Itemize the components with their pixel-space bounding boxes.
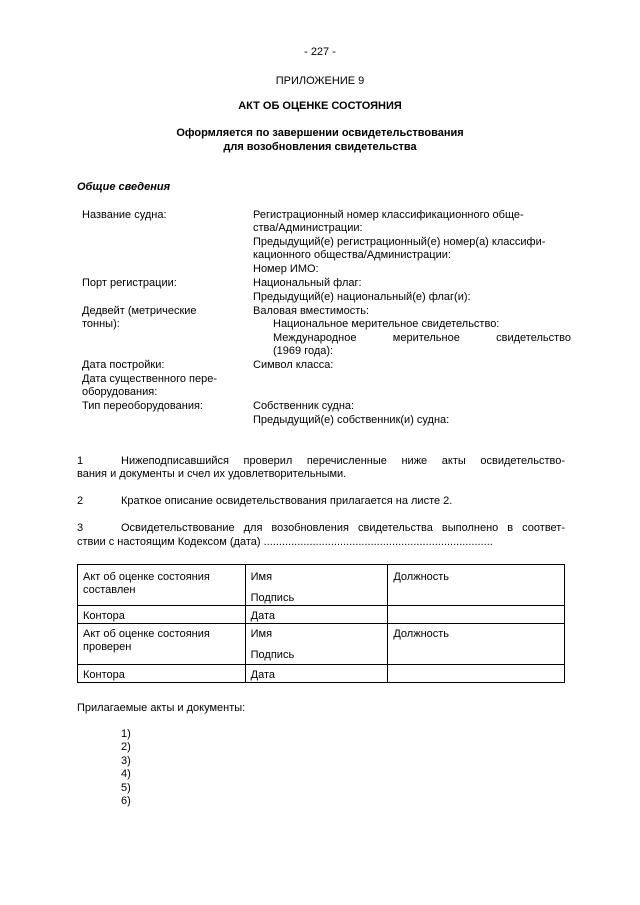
office-label: Контора — [83, 610, 125, 622]
conversion-type-label: Тип переоборудования: — [82, 400, 203, 412]
conversion-date-label-1: Дата существенного пере- — [82, 373, 218, 385]
intl-tonnage-word-1: Международное — [273, 332, 357, 344]
appendix-label: ПРИЛОЖЕНИЕ 9 — [275, 75, 365, 87]
office-cell — [78, 606, 246, 624]
item-1-line-2: вания и документы и счел их удовлетворительными. — [77, 468, 347, 480]
build-date-label: Дата постройки: — [82, 359, 165, 371]
national-tonnage-label: Национальное мерительное свидетельство: — [273, 318, 500, 330]
owner-label: Собственник судна: — [253, 400, 355, 412]
date-cell — [245, 665, 388, 683]
signature-table — [77, 564, 565, 683]
item-1-number: 1 — [77, 455, 84, 467]
list-item: 5) — [121, 781, 131, 794]
ship-name-label: Название судна: — [82, 209, 167, 221]
gross-tonnage-label: Валовая вместимость: — [253, 305, 370, 317]
name-signature-cell — [245, 624, 388, 665]
reg-number-label-2: ства/Администрации: — [253, 222, 363, 234]
port-label: Порт регистрации: — [82, 277, 177, 289]
compiled-cell — [78, 565, 246, 606]
list-item: 3) — [121, 754, 131, 767]
date-label: Дата — [250, 669, 275, 681]
subtitle-line-2: для возобновления свидетельства — [223, 141, 417, 153]
deadweight-label-2: тонны): — [82, 318, 120, 330]
imo-label: Номер ИМО: — [253, 263, 319, 275]
name-label: Имя — [250, 628, 273, 640]
empty-cell — [388, 606, 565, 624]
subtitle-line-1: Оформляется по завершении освидетельствования — [176, 127, 464, 139]
attachments-heading: Прилагаемые акты и документы: — [77, 702, 246, 714]
position-label: Должность — [393, 571, 450, 583]
position-cell — [388, 565, 565, 606]
prev-owner-label: Предыдущий(е) собственник(и) судна: — [253, 414, 450, 426]
office-cell — [78, 665, 246, 683]
compiled-label-2: составлен — [83, 584, 136, 596]
name-label: Имя — [250, 571, 273, 583]
item-3-text: Освидетельствование для возобновления свидетельства выполнено в соответ- — [121, 522, 565, 534]
empty-cell — [388, 665, 565, 683]
intl-tonnage-line — [273, 332, 571, 344]
position-label: Должность — [393, 628, 450, 640]
attachments-list — [121, 728, 131, 808]
prev-reg-label-1: Предыдущий(е) регистрационный(е) номер(а) классифи- — [253, 236, 546, 248]
deadweight-label-1: Дедвейт (метрические — [82, 305, 197, 317]
item-1-text: Нижеподписавшийся проверил перечисленные ниже акты освидетельство- — [121, 455, 565, 467]
list-item: 2) — [121, 741, 131, 754]
conversion-date-label-2: оборудования: — [82, 386, 158, 398]
table-row — [78, 565, 565, 606]
date-label: Дата — [250, 610, 275, 622]
intl-tonnage-year: (1969 года): — [273, 345, 334, 357]
section-heading: Общие сведения — [77, 181, 171, 193]
page-number: - 227 - — [304, 46, 336, 58]
list-item: 1) — [121, 728, 131, 740]
intl-tonnage-word-2: мерительное — [392, 332, 460, 344]
table-row — [78, 606, 565, 624]
item-3-line-1-wrap — [121, 522, 565, 534]
compiled-label-1: Акт об оценке состояния — [83, 571, 210, 583]
table-row — [78, 624, 565, 665]
prev-flag-label: Предыдущий(е) национальный(е) флаг(и): — [253, 291, 471, 303]
list-item: 4) — [121, 768, 131, 781]
reg-number-label-1: Регистрационный номер классификационного обще- — [253, 209, 524, 221]
prev-reg-label-2: кационного общества/Администрации: — [253, 249, 451, 261]
item-2-text: Краткое описание освидетельствования прилагается на листе 2. — [121, 495, 453, 507]
table-row — [78, 665, 565, 683]
item-1-line-1 — [121, 455, 565, 467]
signature-label: Подпись — [250, 592, 295, 604]
item-3-line-2: ствии с настоящим Кодексом (дата) ........................................................................... — [77, 536, 493, 548]
date-cell — [245, 606, 388, 624]
flag-label: Национальный флаг: — [253, 277, 362, 289]
item-2-number: 2 — [77, 495, 84, 507]
intl-tonnage-word-3: свидетельство — [496, 332, 571, 344]
checked-label-1: Акт об оценке состояния — [83, 628, 210, 640]
document-title: АКТ ОБ ОЦЕНКЕ СОСТОЯНИЯ — [238, 100, 402, 112]
class-symbol-label: Символ класса: — [253, 359, 334, 371]
list-item: 6) — [121, 795, 131, 808]
checked-cell — [78, 624, 246, 665]
name-signature-cell — [245, 565, 388, 606]
item-3-number: 3 — [77, 522, 84, 534]
position-cell — [388, 624, 565, 665]
checked-label-2: проверен — [83, 641, 132, 653]
signature-label: Подпись — [250, 649, 295, 661]
office-label: Контора — [83, 669, 125, 681]
